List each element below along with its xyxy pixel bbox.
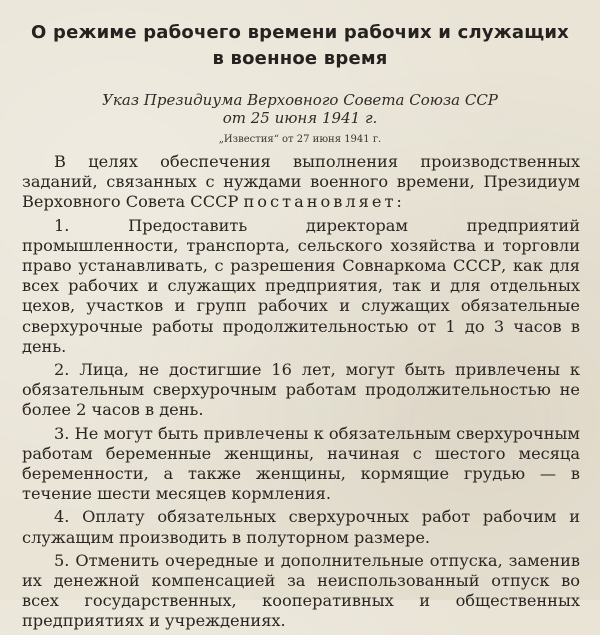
paragraph-1: 1. Предоставить директорам предприятий промышленности, транспорта, сельского хозяйства и торговли право устанавливать, с разрешения Совнаркома СССР, как для всех рабочих и служащих предприятия, так и для отдельных цехов, участков и групп рабочих и служащих обязательные сверхурочные работы продолжительностью от 1 до 3 часов в день. — [22, 215, 580, 356]
paragraph-4: 4. Оплату обязательных сверхурочных работ рабочим и служащим производить в полуторном размере. — [22, 507, 580, 547]
source-citation: „Известия“ от 27 июня 1941 г. — [218, 134, 382, 145]
paragraph-5: 5. Отменить очередные и дополнительные отпуска, заменив их денежной компенсацией за неиспользованный отпуск во всех государственных, кооперативных и общественных предприятиях и учреждениях. — [22, 550, 580, 631]
intro-text: В целях обеспечения выполнения производственных заданий, связанных с нуждами военного времени, Президиум Верховного Совета СССР — [22, 152, 580, 212]
document-title-line-2: в военное время — [212, 48, 388, 69]
document-title-line-1: О режиме рабочего времени рабочих и служащих — [31, 22, 569, 43]
intro-keyword: постановляет — [243, 192, 397, 212]
document-body — [22, 152, 580, 635]
decree-heading-line-1: Указ Президиума Верховного Совета Союза ССР — [102, 91, 498, 109]
paragraph-3: 3. Не могут быть привлечены к обязательным сверхурочным работам беременные женщины, начиная с шестого месяца беременности, а также женщины, кормящие грудью — в течение шести месяцев кормления. — [22, 423, 580, 504]
intro-colon: : — [396, 192, 402, 212]
paragraph-2: 2. Лица, не достигшие 16 лет, могут быть привлечены к обязательным сверхурочным работам продолжительностью не более 2 часов в день. — [22, 360, 580, 420]
decree-heading-line-2: от 25 июня 1941 г. — [222, 109, 378, 127]
intro-paragraph — [22, 152, 580, 213]
